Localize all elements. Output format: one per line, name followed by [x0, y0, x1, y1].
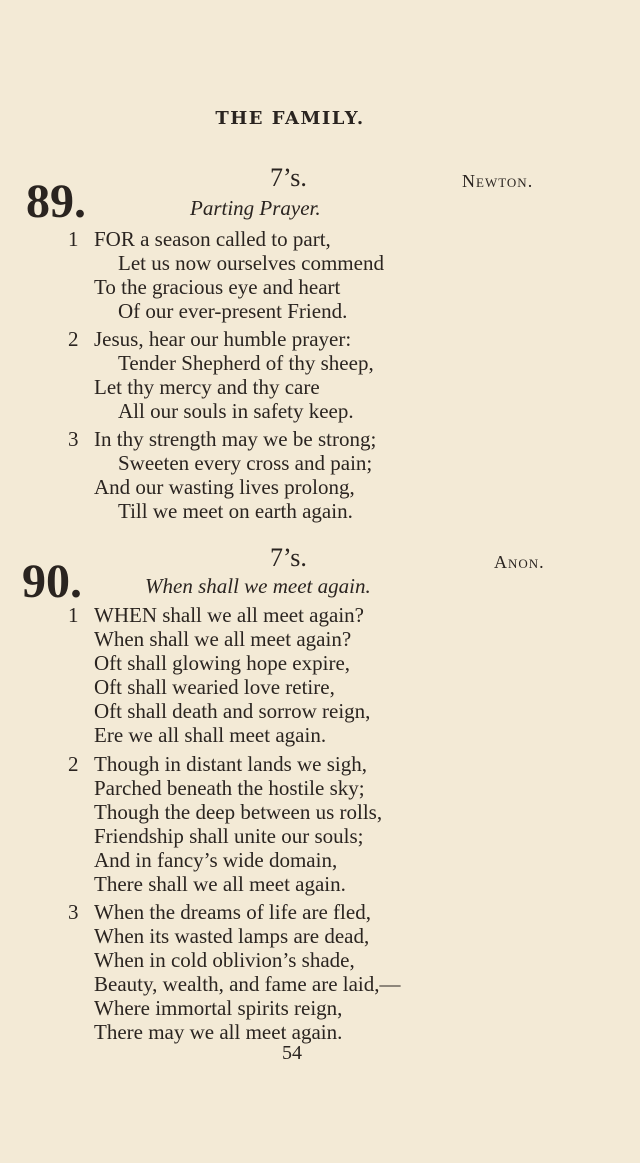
stanza-number: 1	[68, 603, 79, 627]
hymn-title: When shall we meet again.	[145, 574, 371, 598]
hymn-number: 89.	[26, 175, 86, 228]
stanza-number: 1	[68, 227, 79, 251]
page-number: 54	[282, 1042, 302, 1064]
verse-line: Friendship shall unite our souls;	[94, 824, 364, 848]
hymn-number: 90.	[22, 555, 82, 608]
verse-line: And in fancy’s wide domain,	[94, 848, 338, 872]
verse-line: All our souls in safety keep.	[118, 399, 354, 423]
verse-line: Though the deep between us rolls,	[94, 800, 383, 824]
verse-line: To the gracious eye and heart	[94, 275, 341, 299]
verse-line: When the dreams of life are fled,	[94, 900, 371, 924]
verse-line: Oft shall glowing hope expire,	[94, 651, 351, 675]
verse-line: Sweeten every cross and pain;	[118, 451, 373, 475]
verse-line: Beauty, wealth, and fame are laid,—	[94, 972, 401, 996]
verse-line: Tender Shepherd of thy sheep,	[118, 351, 374, 375]
verse-line: There may we all meet again.	[94, 1020, 343, 1044]
verse-line: Let thy mercy and thy care	[94, 375, 320, 399]
verse-line: When shall we all meet again?	[94, 627, 352, 651]
tune-name: Anon.	[494, 552, 545, 572]
stanza-number: 2	[68, 752, 79, 776]
stanza-number: 3	[68, 900, 79, 924]
verse-line: Jesus, hear our humble prayer:	[94, 327, 352, 351]
tune-name: Newton.	[462, 171, 534, 191]
verse-line: When its wasted lamps are dead,	[94, 924, 370, 948]
stanza-number: 3	[68, 427, 79, 451]
verse-line: And our wasting lives prolong,	[94, 475, 355, 499]
verse-line: Of our ever-present Friend.	[118, 299, 348, 323]
verse-line: Oft shall death and sorrow reign,	[94, 699, 371, 723]
hymn-meter: 7’s.	[270, 163, 307, 192]
hymn-meter: 7’s.	[270, 543, 307, 572]
verse-line: Where immortal spirits reign,	[94, 996, 343, 1020]
verse-line: Parched beneath the hostile sky;	[94, 776, 365, 800]
verse-line: Ere we all shall meet again.	[94, 723, 327, 747]
running-head: THE FAMILY.	[215, 108, 365, 129]
verse-line: When in cold oblivion’s shade,	[94, 948, 355, 972]
hymn-title: Parting Prayer.	[190, 196, 321, 220]
verse-line: FOR a season called to part,	[94, 227, 331, 251]
verse-line: Let us now ourselves commend	[118, 251, 384, 275]
verse-line: Till we meet on earth again.	[118, 499, 353, 523]
verse-line: There shall we all meet again.	[94, 872, 346, 896]
verse-line: WHEN shall we all meet again?	[94, 603, 364, 627]
verse-line: Oft shall wearied love retire,	[94, 675, 335, 699]
verse-line: In thy strength may we be strong;	[94, 427, 377, 451]
verse-line: Though in distant lands we sigh,	[94, 752, 367, 776]
stanza-number: 2	[68, 327, 79, 351]
